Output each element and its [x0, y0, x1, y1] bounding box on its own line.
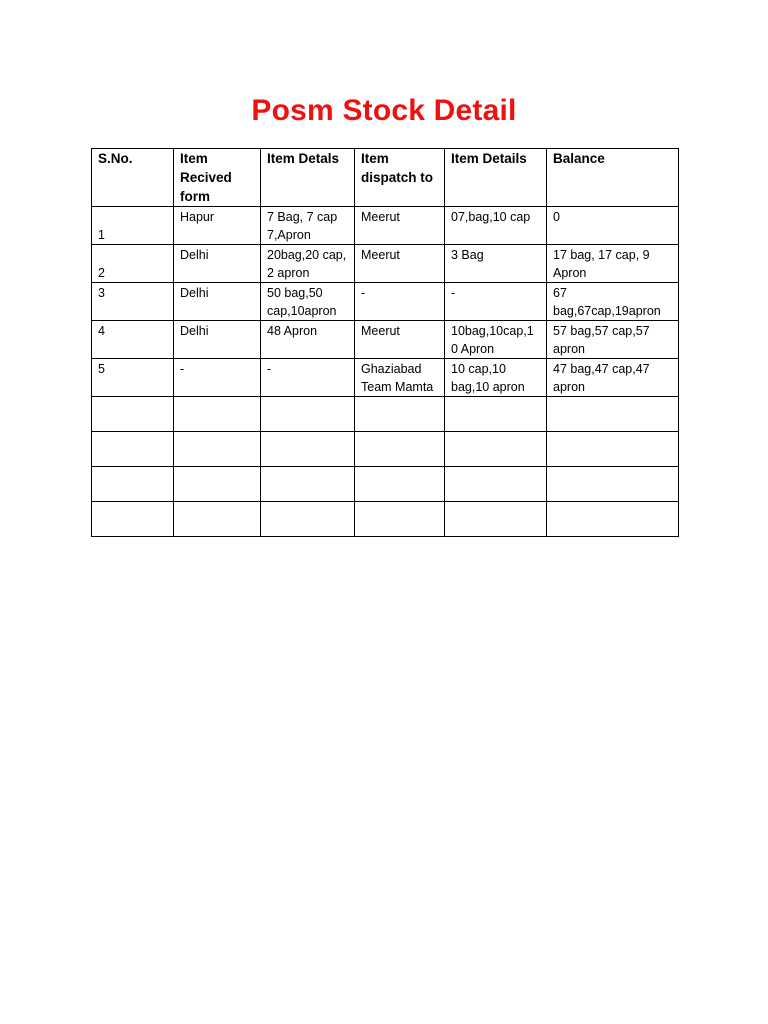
cell-received-from: Delhi [174, 283, 261, 321]
cell-sno: 5 [92, 359, 174, 397]
header-balance: Balance [547, 149, 679, 207]
cell-sno: 2 [92, 245, 174, 283]
cell-balance: 57 bag,57 cap,57 apron [547, 321, 679, 359]
empty-row [92, 432, 679, 467]
cell-item-details-in: 7 Bag, 7 cap 7,Apron [261, 207, 355, 245]
empty-cell [174, 397, 261, 432]
empty-cell [445, 502, 547, 537]
empty-cell [355, 397, 445, 432]
table-row [92, 283, 679, 321]
table-row [92, 321, 679, 359]
empty-cell [355, 467, 445, 502]
empty-row [92, 397, 679, 432]
empty-cell [547, 467, 679, 502]
cell-received-from: Delhi [174, 321, 261, 359]
empty-row [92, 467, 679, 502]
header-received-from: Item Recived form [174, 149, 261, 207]
empty-cell [445, 397, 547, 432]
table-row [92, 207, 679, 245]
empty-cell [92, 432, 174, 467]
empty-cell [547, 397, 679, 432]
cell-balance: 67 bag,67cap,19apron [547, 283, 679, 321]
empty-cell [92, 397, 174, 432]
empty-row [92, 502, 679, 537]
header-item-details-in: Item Detals [261, 149, 355, 207]
header-item-details-out: Item Details [445, 149, 547, 207]
cell-item-details-out: 3 Bag [445, 245, 547, 283]
table-row [92, 359, 679, 397]
cell-dispatch-to: Meerut [355, 321, 445, 359]
cell-dispatch-to: Ghaziabad Team Mamta [355, 359, 445, 397]
cell-sno: 3 [92, 283, 174, 321]
cell-balance: 0 [547, 207, 679, 245]
empty-cell [92, 502, 174, 537]
cell-dispatch-to: - [355, 283, 445, 321]
cell-sno: 1 [92, 207, 174, 245]
cell-item-details-in: 50 bag,50 cap,10apron [261, 283, 355, 321]
cell-balance: 17 bag, 17 cap, 9 Apron [547, 245, 679, 283]
cell-dispatch-to: Meerut [355, 245, 445, 283]
cell-item-details-in: 20bag,20 cap, 2 apron [261, 245, 355, 283]
cell-received-from: Delhi [174, 245, 261, 283]
empty-cell [261, 467, 355, 502]
header-sno: S.No. [92, 149, 174, 207]
stock-table [91, 148, 679, 537]
empty-cell [261, 502, 355, 537]
empty-cell [174, 467, 261, 502]
empty-cell [355, 432, 445, 467]
empty-cell [445, 432, 547, 467]
empty-cell [92, 467, 174, 502]
table-header-row [92, 149, 679, 207]
empty-cell [174, 432, 261, 467]
cell-balance: 47 bag,47 cap,47 apron [547, 359, 679, 397]
cell-dispatch-to: Meerut [355, 207, 445, 245]
cell-item-details-out: 10 cap,10 bag,10 apron [445, 359, 547, 397]
empty-cell [174, 502, 261, 537]
empty-cell [261, 397, 355, 432]
empty-cell [261, 432, 355, 467]
cell-received-from: - [174, 359, 261, 397]
table-row [92, 245, 679, 283]
cell-sno: 4 [92, 321, 174, 359]
cell-item-details-out: 07,bag,10 cap [445, 207, 547, 245]
empty-cell [547, 432, 679, 467]
empty-cell [547, 502, 679, 537]
document-title: Posm Stock Detail [251, 94, 517, 127]
cell-received-from: Hapur [174, 207, 261, 245]
cell-item-details-out: 10bag,10cap,10 Apron [445, 321, 547, 359]
empty-cell [355, 502, 445, 537]
empty-cell [445, 467, 547, 502]
cell-item-details-in: 48 Apron [261, 321, 355, 359]
header-dispatch-to: Item dispatch to [355, 149, 445, 207]
cell-item-details-out: - [445, 283, 547, 321]
cell-item-details-in: - [261, 359, 355, 397]
